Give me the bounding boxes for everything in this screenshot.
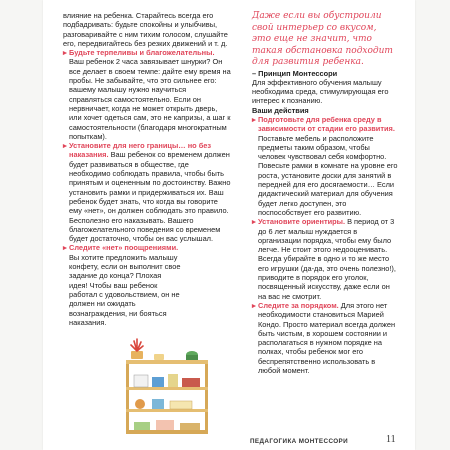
page-number: 11 bbox=[386, 434, 396, 445]
tip-landmarks-heading: Установите ориентиры. bbox=[258, 217, 346, 227]
tip-landmarks bbox=[252, 217, 398, 301]
tip-boundaries-heading: Установите для него границы… но без наказания. bbox=[69, 141, 212, 160]
tip-order bbox=[252, 301, 398, 375]
right-paragraph: Для эффективного обучения малышу необходима среда, стимулирующая его интерес к познанию. bbox=[252, 77, 389, 106]
plant-icon bbox=[131, 339, 143, 359]
bullet-arrow-icon: ▸ bbox=[63, 141, 67, 151]
quote-author: – Принцип Монтессори bbox=[252, 68, 338, 78]
tip-environment-text: Поставьте мебель и расположите предметы таким образом, чтобы человек чувствовал себя комфортно. Повесьте рамки в комнате на уровне его роста, установите доски для занятий в передней для его досягаемости… Если дидактический материал для обучения будет легко доступен, это поспособствует его развитию. bbox=[258, 133, 398, 217]
left-paragraph: влияние на ребенка. Старайтесь всегда его подбадривать: будьте спокойны и улыбчивы, разговаривайте с ним тихим голосом, слушайте его, передвигайтесь без резких движений и т. д. bbox=[63, 11, 228, 48]
tip-patience-text: Ваш ребенок 2 часа завязывает шнурки? Он все делает в своем темпе: дайте ему время на пробы. Не забывайте, что это сильнее его: вашему малышу нужно научиться справляться самостоятельно. Если он нервничает, когда не может открыть дверь, или хочет одеться сам, это не капризы, а шаг к самостоятельности (благодаря многократным попыткам). bbox=[69, 57, 231, 141]
left-column bbox=[63, 11, 231, 327]
tip-boundaries bbox=[63, 141, 231, 243]
tip-landmarks-text: В период от 3 до 6 лет малыш нуждается в организации порядка, чтобы ему было легче. Не стоит этого недооценивать. Всегда убирайте в одно и то же место его игрушки (да-да, это очень полезно!), приводите в порядок его уголок, посвященный искусству, даже если он на вас не смотрит. bbox=[258, 217, 396, 301]
montessori-shelf-illustration bbox=[122, 337, 212, 435]
section-subheading: Ваши действия bbox=[252, 105, 309, 115]
tip-patience-heading: Будьте терпеливы и благожелательны. bbox=[69, 48, 215, 58]
right-column bbox=[252, 11, 398, 375]
bullet-arrow-icon: ▸ bbox=[252, 300, 256, 310]
book-page bbox=[43, 0, 415, 450]
bullet-arrow-icon: ▸ bbox=[63, 243, 67, 253]
tip-order-text: Для этого нет необходимости становиться Марией Кондо. Просто материал всегда должен быть чистым, в хорошем состоянии и располагаться в нужном порядке на полках, чтобы ребенок мог его беспрепятственно использовать в любой момент. bbox=[258, 300, 396, 375]
tip-order-heading: Следите за порядком. bbox=[258, 300, 339, 310]
tip-rewards-heading: Следите «нет» поощрениями. bbox=[69, 243, 179, 253]
running-title: ПЕДАГОГИКА МОНТЕССОРИ bbox=[250, 438, 349, 445]
bullet-arrow-icon: ▸ bbox=[252, 217, 256, 227]
quote-text: Даже если вы обустроили свой интерьер со вкусом, это еще не значит, что такая обстановка подходит для развития ребенка. bbox=[252, 11, 393, 67]
bullet-arrow-icon: ▸ bbox=[63, 48, 67, 58]
tip-environment-heading: Подготовьте для ребенка среду в зависимости от стадии его развития. bbox=[258, 114, 395, 134]
tip-rewards-text: Вы хотите предложить малышу конфету, если он выполнит свое задание до конца? Плохая идея! Чтобы ваш ребенок работал с удовольствием, он не должен ни ожидать вознаграждения, ни бояться наказания. bbox=[69, 252, 181, 327]
tip-rewards bbox=[63, 243, 181, 327]
tip-patience bbox=[63, 48, 231, 141]
tip-boundaries-text: Ваш ребенок со временем должен будет развиваться в обществе, где необходимо соблюдать правила, чтобы быть принятым и оцененным по достоинству. Важно установить рамки и придерживаться их. Ваш ребенок будет знать, что когда вы говорите ему «нет», он должен соблюдать это правило. Бесполезно его наказывать. Вашего благожелательного поведения со временем будет достаточно, чтобы он вас услышал. bbox=[69, 150, 231, 244]
bullet-arrow-icon: ▸ bbox=[252, 114, 256, 124]
tip-environment bbox=[252, 115, 398, 217]
